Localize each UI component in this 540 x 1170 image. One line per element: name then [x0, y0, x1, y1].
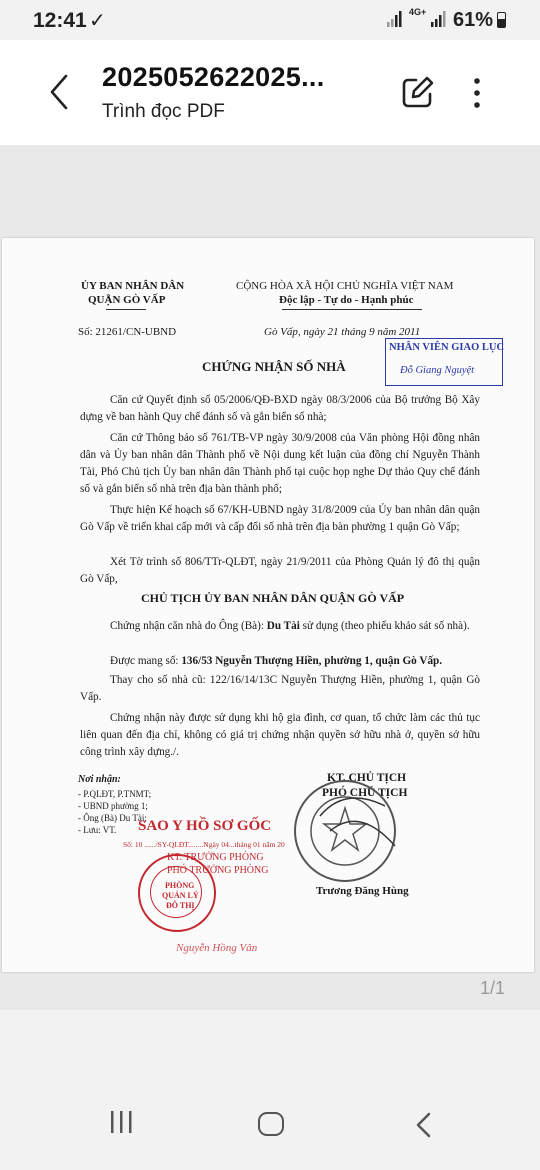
paragraph: Thay cho số nhà cũ: 122/16/14/13C Nguyễn Thượng Hiền, phường 1, quận Gò Vấp. [80, 674, 480, 703]
status-bar [0, 0, 540, 40]
clerk-stamp-name: Đỗ Giang Nguyệt [400, 365, 475, 376]
assigned-address: 136/53 Nguyễn Thượng Hiền, phường 1, quận Gò Vấp. [181, 655, 443, 667]
battery-icon [497, 12, 506, 28]
more-options-icon[interactable] [462, 74, 492, 114]
recipients-title: Nơi nhận: [78, 774, 121, 785]
document-number: Số: 21261/CN-UBND [78, 326, 177, 338]
recent-apps-icon[interactable] [110, 1110, 134, 1134]
pdf-page [2, 238, 534, 972]
owner-name: Du Tài [266, 620, 300, 632]
app-subtitle: Trình đọc PDF [102, 101, 225, 122]
assigned-number-line [80, 653, 480, 670]
copy-stamp-number: Số: 10 ....../SY-QLĐT........Ngày 04...tháng 01 năm 20 [123, 840, 285, 849]
left-header-2: QUẬN GÒ VẤP [88, 294, 166, 306]
recipient: - Ông (Bà) Du Tài; [78, 813, 147, 823]
official-seal-icon [290, 776, 400, 886]
recipient: - Lưu: VT. [78, 825, 117, 835]
seal-text: ĐÔ THỊ [166, 901, 195, 910]
chair-heading: CHỦ TỊCH ỦY BAN NHÂN DÂN QUẬN GÒ VẤP [141, 591, 405, 605]
signal-icon [387, 11, 403, 27]
divider [282, 309, 422, 310]
paragraph: Thực hiện Kế hoạch số 67/KH-UBND ngày 31/8/2009 của Ủy ban nhân dân quận Gò Vấp về triển khai cấp mới và cấp đổi số nhà trên địa bàn phường 1 quận Gò Vấp; [80, 504, 480, 533]
clerk-stamp-title: NHÂN VIÊN GIAO LỤC [389, 342, 505, 353]
sign-title-2: PHÓ CHỦ TỊCH [322, 787, 408, 799]
seal-text: QUẢN LÝ [162, 891, 199, 900]
home-icon[interactable] [258, 1112, 284, 1136]
right-header-2: Độc lập - Tự do - Hạnh phúc [279, 294, 414, 306]
place-date: Gò Vấp, ngày 21 tháng 9 năm 2011 [264, 326, 421, 338]
copy-stamp-title: SAO Y HỒ SƠ GỐC [138, 818, 272, 834]
cert-suffix: sử dụng (theo phiếu khảo sát số nhà). [299, 620, 470, 632]
paragraph: Xét Tờ trình số 806/TTr-QLĐT, ngày 21/9/2011 của Phòng Quản lý đô thị quận Gò Vấp, [80, 556, 480, 585]
network-type: 4G+ [409, 7, 427, 17]
document-title: CHỨNG NHẬN SỐ NHÀ [202, 359, 346, 374]
red-seal [138, 854, 216, 932]
clock: 12:41 [33, 9, 87, 32]
copy-stamp-role-2: PHÓ TRƯỞNG PHÒNG [167, 865, 269, 876]
cert-prefix: Chứng nhận căn nhà do Ông (Bà): [110, 620, 267, 632]
page-indicator: 1/1 [480, 978, 506, 998]
paragraph: Chứng nhận này được sử dụng khi hộ gia đình, cơ quan, tổ chức làm các thủ tục liên quan đến địa chỉ, không có giá trị chứng nhận quyền sở hữu nhà ở, quyền sở hữu công trình xây dựng./. [80, 712, 480, 758]
document-title: 2025052622025... [102, 62, 325, 92]
right-header-1: CỘNG HÒA XÃ HỘI CHỦ NGHĨA VIỆT NAM [236, 280, 454, 292]
edit-icon[interactable] [398, 72, 438, 112]
back-arrow-icon[interactable] [40, 68, 80, 116]
recipient: - P.QLĐT, P.TNMT; [78, 789, 152, 799]
paragraph: Căn cứ Quyết định số 05/2006/QĐ-BXD ngày 08/3/2006 của Bộ trưởng Bộ Xây dựng về ban hành Quy chế đánh số và gắn biển số nhà; [80, 394, 480, 423]
signer-name: Trương Đăng Hùng [316, 885, 409, 897]
download-done-icon: ✓ [89, 10, 106, 32]
recipient: - UBND phường 1; [78, 801, 148, 811]
left-header-1: ỦY BAN NHÂN DÂN [81, 280, 185, 292]
seal-text: PHÒNG [165, 881, 195, 890]
paragraph: Căn cứ Thông báo số 761/TB-VP ngày 30/9/2008 của Văn phòng Hội đồng nhân dân và Ủy ban nhân dân Thành phố về Nội dung kết luận của đồng chí Nguyễn Thành Tài, Phó Chủ tịch Ủy ban nhân dân Thành phố tại cuộc họp nghe Dự thảo Quy chế đánh số và gắn biển số nhà trên địa bàn thành phố; [80, 432, 480, 495]
battery-level: 61% [453, 9, 494, 31]
copy-signer: Nguyễn Hồng Vân [176, 942, 258, 954]
navigation-bar [0, 1090, 540, 1170]
sign-title-1: KT. CHỦ TỊCH [327, 772, 407, 784]
nav-back-icon[interactable] [414, 1112, 434, 1138]
copy-stamp-role-1: KT. TRƯỞNG PHÒNG [167, 852, 264, 863]
signal-icon-2 [431, 11, 447, 27]
assigned-prefix: Được mang số: [110, 655, 182, 667]
app-bar [0, 40, 540, 145]
clerk-stamp [385, 338, 503, 386]
certification-line [80, 618, 480, 635]
divider [106, 309, 146, 310]
